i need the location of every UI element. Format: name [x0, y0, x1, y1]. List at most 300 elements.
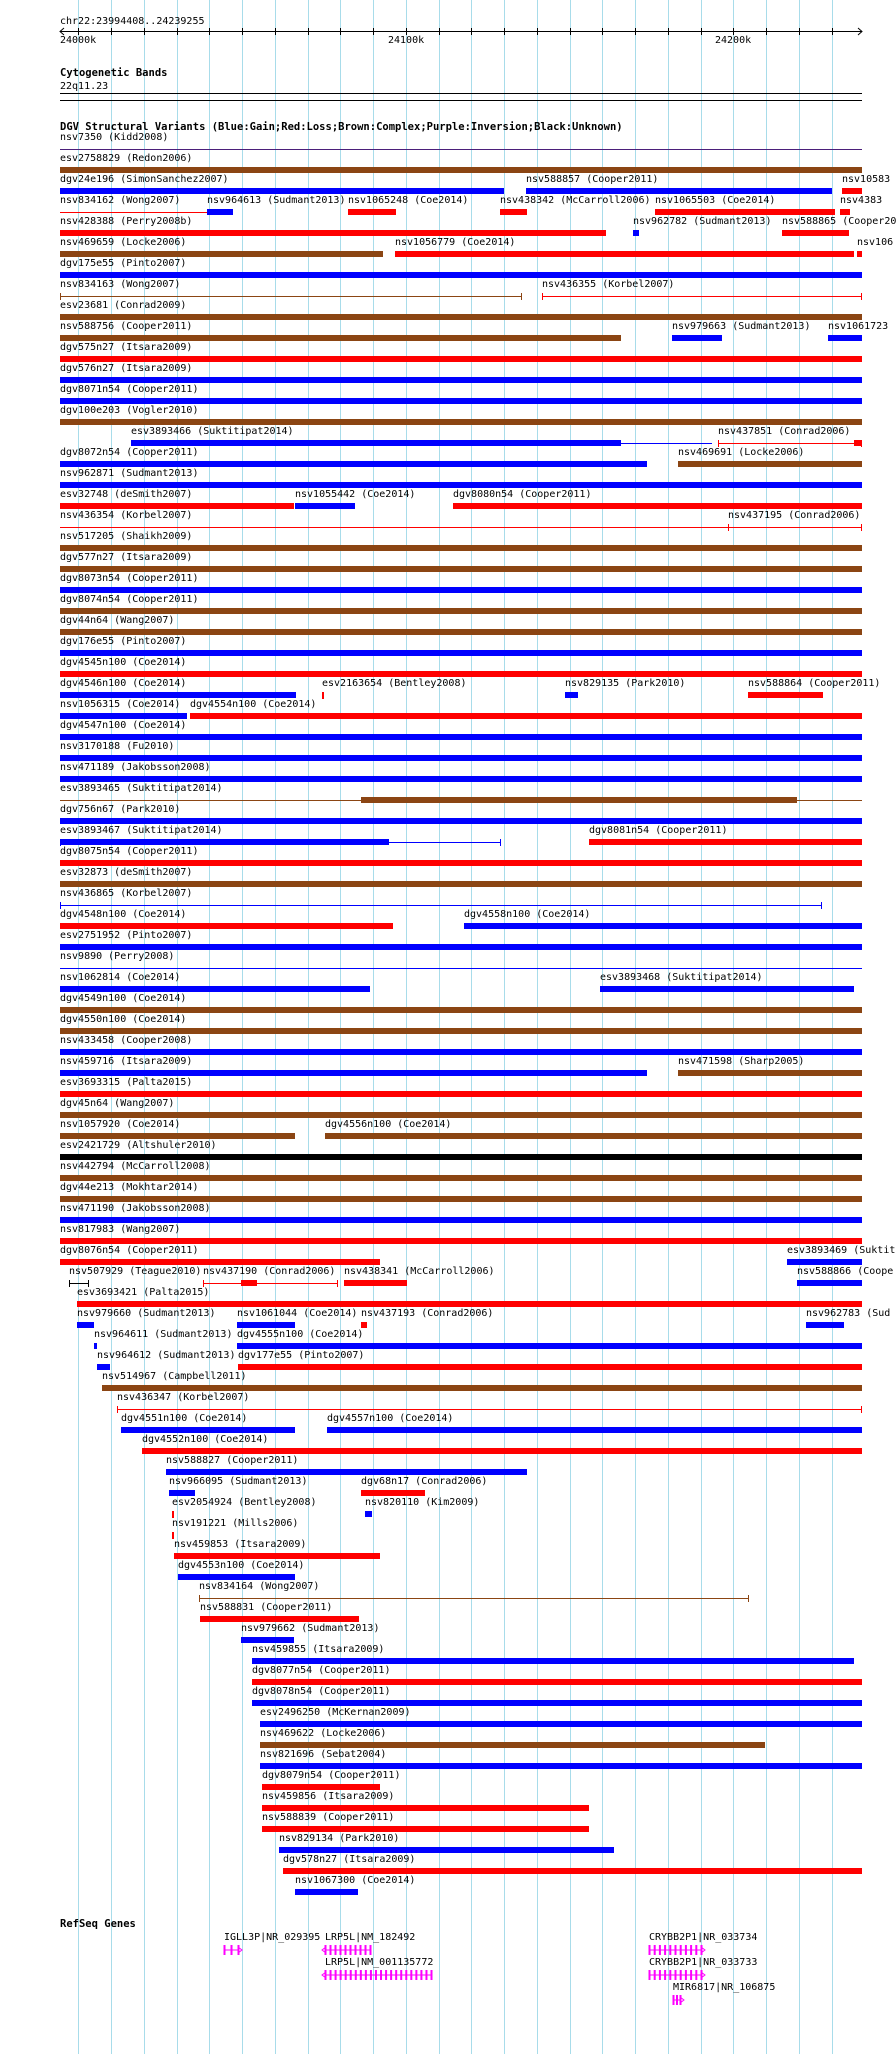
variant-label[interactable]: nsv966095 (Sudmant2013): [169, 1476, 308, 1487]
variant-bar[interactable]: [238, 1364, 862, 1370]
variant-bar[interactable]: [361, 1322, 367, 1328]
variant-end-tick: [323, 692, 324, 699]
variant-label[interactable]: dgv4552n100 (Coe2014): [142, 1434, 269, 1445]
variant-end-tick: [60, 902, 61, 909]
variant-bar[interactable]: [295, 1889, 358, 1895]
variant-bar[interactable]: [60, 482, 862, 488]
variant-bar[interactable]: [60, 1091, 862, 1097]
variant-bar[interactable]: [60, 566, 862, 572]
variant-label[interactable]: nsv507929 (Teague2010): [69, 1266, 202, 1277]
variant-bar[interactable]: [60, 314, 862, 320]
variant-label[interactable]: dgv4557n100 (Coe2014): [327, 1413, 454, 1424]
variant-bar[interactable]: [464, 923, 862, 929]
variant-bar[interactable]: [252, 1658, 854, 1664]
variant-label[interactable]: dgv4558n100 (Coe2014): [464, 909, 591, 920]
variant-label[interactable]: nsv436355 (Korbel2007): [542, 279, 675, 290]
dgv-row: [0, 1266, 894, 1287]
variant-bar[interactable]: [131, 440, 621, 446]
gene-model[interactable]: [322, 1944, 377, 1956]
variant-label[interactable]: dgv4554n100 (Coe2014): [190, 699, 317, 710]
variant-bar[interactable]: [500, 209, 527, 215]
variant-label[interactable]: dgv4551n100 (Coe2014): [121, 1413, 248, 1424]
variant-end-tick: [173, 1532, 174, 1539]
gene-model[interactable]: [322, 1969, 438, 1981]
variant-bar[interactable]: [241, 1280, 257, 1286]
variant-label[interactable]: esv3893465 (Suktitipat2014): [60, 783, 223, 794]
variant-label[interactable]: nsv436347 (Korbel2007): [117, 1392, 250, 1403]
variant-bar[interactable]: [60, 419, 862, 425]
variant-label[interactable]: nsv437195 (Conrad2006): [728, 510, 861, 521]
variant-bar[interactable]: [260, 1742, 765, 1748]
variant-bar[interactable]: [395, 251, 854, 257]
variant-label[interactable]: esv3693421 (Palta2015): [77, 1287, 210, 1298]
variant-label[interactable]: nsv1061044 (Coe2014): [237, 1308, 358, 1319]
variant-label[interactable]: nsv1062814 (Coe2014): [60, 972, 181, 983]
variant-bar[interactable]: [361, 1490, 425, 1496]
variant-label[interactable]: nsv436865 (Korbel2007): [60, 888, 193, 899]
variant-label[interactable]: dgv45n64 (Wang2007): [60, 1098, 175, 1109]
variant-label[interactable]: dgv4549n100 (Coe2014): [60, 993, 187, 1004]
variant-bar[interactable]: [60, 272, 862, 278]
variant-label[interactable]: esv32748 (deSmith2007): [60, 489, 193, 500]
variant-end-tick: [728, 524, 729, 531]
variant-end-tick: [542, 293, 543, 300]
variant-bar[interactable]: [828, 335, 862, 341]
variant-bar[interactable]: [60, 776, 862, 782]
variant-label[interactable]: nsv471598 (Sharp2005): [678, 1056, 805, 1067]
variant-bar[interactable]: [77, 1322, 94, 1328]
variant-bar[interactable]: [166, 1469, 527, 1475]
variant-label[interactable]: nsv459855 (Itsara2009): [252, 1644, 385, 1655]
variant-bar[interactable]: [565, 692, 578, 698]
variant-label[interactable]: nsv428388 (Perry2008b): [60, 216, 193, 227]
variant-bar[interactable]: [797, 1280, 862, 1286]
variant-label[interactable]: nsv1056779 (Coe2014): [395, 237, 516, 248]
gene-label[interactable]: MIR6817|NR_106875: [673, 1982, 776, 1993]
variant-line[interactable]: [60, 905, 822, 906]
variant-bar[interactable]: [60, 1028, 862, 1034]
variant-label[interactable]: nsv9890 (Perry2008): [60, 951, 175, 962]
variant-bar[interactable]: [60, 545, 862, 551]
variant-label[interactable]: nsv829135 (Park2010): [565, 678, 686, 689]
variant-bar[interactable]: [252, 1679, 862, 1685]
variant-label[interactable]: dgv4546n100 (Coe2014): [60, 678, 187, 689]
variant-bar[interactable]: [237, 1343, 862, 1349]
variant-bar[interactable]: [178, 1574, 295, 1580]
variant-bar[interactable]: [207, 209, 233, 215]
variant-label[interactable]: dgv578n27 (Itsara2009): [283, 1854, 416, 1865]
variant-bar[interactable]: [600, 986, 854, 992]
variant-line[interactable]: [69, 1283, 89, 1284]
dgv-row: [0, 1413, 862, 1434]
variant-label[interactable]: nsv588756 (Cooper2011): [60, 321, 193, 332]
variant-label[interactable]: nsv437193 (Conrad2006): [361, 1308, 494, 1319]
dgv-row: [0, 993, 862, 1014]
gene-label[interactable]: IGLL3P|NR_029395: [224, 1932, 321, 1943]
variant-label[interactable]: nsv964612 (Sudmant2013): [97, 1350, 236, 1361]
variant-bar[interactable]: [241, 1637, 294, 1643]
variant-label[interactable]: dgv8076n54 (Cooper2011): [60, 1245, 199, 1256]
dgv-row: [0, 1287, 862, 1308]
variant-label[interactable]: nsv437851 (Conrad2006): [718, 426, 851, 437]
variant-label[interactable]: nsv469622 (Locke2006): [260, 1728, 387, 1739]
variant-end-tick: [861, 293, 862, 300]
variant-label[interactable]: nsv471189 (Jakobsson2008): [60, 762, 211, 773]
variant-bar[interactable]: [589, 839, 862, 845]
variant-label[interactable]: dgv8072n54 (Cooper2011): [60, 447, 199, 458]
dgv-row: [0, 468, 862, 489]
variant-label[interactable]: esv32873 (deSmith2007): [60, 867, 193, 878]
variant-label[interactable]: dgv177e55 (Pinto2007): [238, 1350, 365, 1361]
variant-label[interactable]: nsv3170188 (Fu2010): [60, 741, 175, 752]
dgv-row: [0, 594, 862, 615]
variant-label[interactable]: esv2421729 (Altshuler2010): [60, 1140, 217, 1151]
variant-line[interactable]: [117, 1409, 862, 1410]
variant-bar[interactable]: [262, 1805, 589, 1811]
variant-bar[interactable]: [857, 251, 862, 257]
variant-label[interactable]: nsv1065248 (Coe2014): [348, 195, 469, 206]
variant-bar[interactable]: [325, 1133, 862, 1139]
variant-label[interactable]: nsv588865 (Cooper20: [782, 216, 896, 227]
variant-label[interactable]: nsv438341 (McCarroll2006): [344, 1266, 495, 1277]
gene-model[interactable]: [646, 1944, 708, 1956]
variant-label[interactable]: nsv4383: [840, 195, 883, 206]
dgv-row: [0, 552, 862, 573]
variant-line[interactable]: [718, 443, 862, 444]
variant-label[interactable]: nsv106: [857, 237, 894, 248]
variant-bar[interactable]: [787, 1259, 862, 1265]
variant-bar[interactable]: [262, 1826, 589, 1832]
gene-model[interactable]: [670, 1994, 687, 2006]
variant-label[interactable]: dgv68n17 (Conrad2006): [361, 1476, 488, 1487]
variant-bar[interactable]: [77, 1301, 862, 1307]
variant-bar[interactable]: [60, 188, 504, 194]
variant-bar[interactable]: [327, 1427, 862, 1433]
variant-bar[interactable]: [60, 629, 862, 635]
variant-label[interactable]: nsv1065503 (Coe2014): [655, 195, 776, 206]
variant-bar[interactable]: [60, 734, 862, 740]
dgv-row: [0, 174, 891, 195]
dgv-row: [0, 1098, 862, 1119]
variant-label[interactable]: dgv44n64 (Wang2007): [60, 615, 175, 626]
variant-label[interactable]: nsv1055442 (Coe2014): [295, 489, 416, 500]
variant-bar[interactable]: [672, 335, 722, 341]
variant-bar[interactable]: [348, 209, 396, 215]
variant-label[interactable]: dgv4556n100 (Coe2014): [325, 1119, 452, 1130]
variant-bar[interactable]: [60, 944, 862, 950]
variant-bar[interactable]: [60, 1154, 862, 1160]
variant-bar[interactable]: [60, 1070, 647, 1076]
variant-label[interactable]: dgv756n67 (Park2010): [60, 804, 181, 815]
variant-bar[interactable]: [748, 692, 823, 698]
variant-label[interactable]: dgv8078n54 (Cooper2011): [252, 1686, 391, 1697]
variant-label[interactable]: nsv459856 (Itsara2009): [262, 1791, 395, 1802]
dgv-row: [0, 1182, 862, 1203]
variant-bar[interactable]: [60, 587, 862, 593]
variant-bar[interactable]: [60, 1196, 862, 1202]
variant-bar[interactable]: [365, 1511, 372, 1517]
variant-line[interactable]: [542, 296, 862, 297]
variant-line[interactable]: [199, 1598, 749, 1599]
variant-bar[interactable]: [840, 209, 850, 215]
variant-bar[interactable]: [60, 650, 862, 656]
variant-bar[interactable]: [806, 1322, 844, 1328]
variant-label[interactable]: nsv459716 (Itsara2009): [60, 1056, 193, 1067]
variant-label[interactable]: nsv964611 (Sudmant2013): [94, 1329, 233, 1340]
variant-label[interactable]: nsv514967 (Campbell2011): [102, 1371, 247, 1382]
variant-label[interactable]: nsv834162 (Wong2007): [60, 195, 181, 206]
variant-bar[interactable]: [60, 1049, 862, 1055]
variant-label[interactable]: dgv575n27 (Itsara2009): [60, 342, 193, 353]
variant-bar[interactable]: [60, 1217, 862, 1223]
variant-bar[interactable]: [200, 1616, 359, 1622]
axis-tick-label: 24000k: [60, 35, 97, 46]
variant-bar[interactable]: [60, 881, 862, 887]
variant-label[interactable]: nsv1056315 (Coe2014): [60, 699, 181, 710]
variant-label[interactable]: nsv588866 (Coope: [797, 1266, 894, 1277]
variant-label[interactable]: esv2496250 (McKernan2009): [260, 1707, 411, 1718]
dgv-row: [0, 363, 862, 384]
variant-bar[interactable]: [60, 167, 862, 173]
variant-line[interactable]: [60, 968, 862, 969]
variant-label[interactable]: dgv4553n100 (Coe2014): [178, 1560, 305, 1571]
variant-bar[interactable]: [678, 461, 862, 467]
gene-model[interactable]: [646, 1969, 708, 1981]
variant-label[interactable]: esv2054924 (Bentley2008): [172, 1497, 317, 1508]
dgv-row: [0, 1833, 862, 1854]
variant-label[interactable]: nsv979662 (Sudmant2013): [241, 1623, 380, 1634]
dgv-row: [0, 783, 862, 804]
variant-label[interactable]: nsv1057920 (Coe2014): [60, 1119, 181, 1130]
variant-bar[interactable]: [60, 713, 187, 719]
variant-label[interactable]: nsv962782 (Sudmant2013): [633, 216, 772, 227]
variant-label[interactable]: esv2758829 (Redon2006): [60, 153, 193, 164]
variant-bar[interactable]: [361, 797, 797, 803]
variant-label[interactable]: nsv1067300 (Coe2014): [295, 1875, 416, 1886]
variant-label[interactable]: nsv820110 (Kim2009): [365, 1497, 480, 1508]
variant-bar[interactable]: [60, 818, 862, 824]
dgv-row: [0, 279, 862, 300]
variant-bar[interactable]: [60, 923, 393, 929]
variant-bar[interactable]: [60, 335, 621, 341]
gene-label[interactable]: LRP5L|NM_182492: [325, 1932, 416, 1943]
variant-bar[interactable]: [121, 1427, 295, 1433]
variant-bar[interactable]: [782, 230, 849, 236]
variant-bar[interactable]: [854, 440, 862, 446]
variant-line[interactable]: [60, 149, 862, 150]
variant-label[interactable]: nsv1061723: [828, 321, 889, 332]
variant-label[interactable]: esv3893467 (Suktitipat2014): [60, 825, 223, 836]
variant-label[interactable]: nsv437190 (Conrad2006): [203, 1266, 336, 1277]
variant-label[interactable]: dgv577n27 (Itsara2009): [60, 552, 193, 563]
variant-line[interactable]: [728, 527, 862, 528]
dgv-row: [0, 1560, 862, 1581]
dgv-row: [0, 1728, 862, 1749]
dgv-row: [0, 741, 862, 762]
gene-label[interactable]: CRYBB2P1|NR_033734: [649, 1932, 758, 1943]
variant-bar[interactable]: [633, 230, 639, 236]
cytoband-label[interactable]: 22q11.23: [60, 81, 109, 92]
variant-bar[interactable]: [453, 503, 862, 509]
variant-label[interactable]: nsv821696 (Sebat2004): [260, 1749, 387, 1760]
variant-bar[interactable]: [678, 1070, 862, 1076]
dgv-row: [0, 1539, 862, 1560]
variant-bar[interactable]: [190, 713, 862, 719]
variant-label[interactable]: dgv4548n100 (Coe2014): [60, 909, 187, 920]
variant-bar[interactable]: [60, 1133, 295, 1139]
dgv-row: [0, 951, 862, 972]
variant-bar[interactable]: [60, 839, 389, 845]
variant-label[interactable]: nsv834163 (Wong2007): [60, 279, 181, 290]
variant-bar[interactable]: [142, 1448, 862, 1454]
dgv-row: [0, 216, 896, 237]
variant-label[interactable]: nsv469691 (Locke2006): [678, 447, 805, 458]
variant-label[interactable]: esv3893469 (Suktit: [787, 1245, 896, 1256]
variant-bar[interactable]: [60, 986, 370, 992]
dgv-row: [0, 804, 862, 825]
variant-bar[interactable]: [295, 503, 355, 509]
variant-label[interactable]: nsv964613 (Sudmant2013): [207, 195, 346, 206]
variant-bar[interactable]: [60, 356, 862, 362]
variant-label[interactable]: nsv191221 (Mills2006): [172, 1518, 299, 1529]
variant-label[interactable]: nsv962871 (Sudmant2013): [60, 468, 199, 479]
variant-bar[interactable]: [526, 188, 832, 194]
gene-label[interactable]: CRYBB2P1|NR_033733: [649, 1957, 758, 1968]
variant-end-tick: [861, 524, 862, 531]
variant-bar[interactable]: [60, 671, 862, 677]
variant-label[interactable]: nsv7350 (Kidd2008): [60, 132, 169, 143]
dgv-row: [0, 1686, 862, 1707]
variant-bar[interactable]: [252, 1700, 862, 1706]
variant-bar[interactable]: [279, 1847, 614, 1853]
variant-label[interactable]: nsv459853 (Itsara2009): [174, 1539, 307, 1550]
variant-label[interactable]: nsv979663 (Sudmant2013): [672, 321, 811, 332]
variant-label[interactable]: dgv8079n54 (Cooper2011): [262, 1770, 401, 1781]
dgv-row: [0, 678, 881, 699]
variant-label[interactable]: dgv100e203 (Vogler2010): [60, 405, 199, 416]
variant-line[interactable]: [60, 296, 522, 297]
variant-label[interactable]: dgv24e196 (SimonSanchez2007): [60, 174, 229, 185]
variant-label[interactable]: nsv588827 (Cooper2011): [166, 1455, 299, 1466]
variant-label[interactable]: dgv4547n100 (Coe2014): [60, 720, 187, 731]
variant-label[interactable]: nsv829134 (Park2010): [279, 1833, 400, 1844]
variant-line[interactable]: [60, 212, 207, 213]
variant-bar[interactable]: [60, 230, 606, 236]
variant-bar[interactable]: [60, 1112, 862, 1118]
variant-bar[interactable]: [169, 1490, 195, 1496]
variant-label[interactable]: dgv44e213 (Mokhtar2014): [60, 1182, 199, 1193]
variant-bar[interactable]: [262, 1784, 380, 1790]
variant-bar[interactable]: [60, 461, 647, 467]
variant-label[interactable]: dgv4550n100 (Coe2014): [60, 1014, 187, 1025]
variant-label[interactable]: dgv8077n54 (Cooper2011): [252, 1665, 391, 1676]
dgv-row: [0, 867, 862, 888]
variant-bar[interactable]: [237, 1322, 295, 1328]
variant-label[interactable]: nsv442794 (McCarroll2008): [60, 1161, 211, 1172]
variant-bar[interactable]: [60, 692, 296, 698]
variant-label[interactable]: esv2163654 (Bentley2008): [322, 678, 467, 689]
dgv-row: [0, 1035, 862, 1056]
variant-label[interactable]: nsv433458 (Cooper2008): [60, 1035, 193, 1046]
variant-label[interactable]: nsv10583: [842, 174, 891, 185]
variant-label[interactable]: nsv438342 (McCarroll2006): [500, 195, 651, 206]
variant-label[interactable]: nsv471190 (Jakobsson2008): [60, 1203, 211, 1214]
variant-bar[interactable]: [94, 1343, 97, 1349]
variant-label[interactable]: dgv8071n54 (Cooper2011): [60, 384, 199, 395]
variant-label[interactable]: dgv175e55 (Pinto2007): [60, 258, 187, 269]
variant-bar[interactable]: [174, 1553, 380, 1559]
variant-label[interactable]: nsv517205 (Shaikh2009): [60, 531, 193, 542]
variant-bar[interactable]: [842, 188, 862, 194]
variant-bar[interactable]: [102, 1385, 862, 1391]
variant-end-tick: [199, 1595, 200, 1602]
variant-label[interactable]: nsv588857 (Cooper2011): [526, 174, 659, 185]
dgv-row: [0, 1791, 862, 1812]
dgv-row: [0, 1224, 862, 1245]
variant-label[interactable]: dgv8080n54 (Cooper2011): [453, 489, 592, 500]
dgv-row: [0, 1665, 862, 1686]
variant-bar[interactable]: [60, 608, 862, 614]
dgv-row: [0, 1056, 862, 1077]
variant-bar[interactable]: [260, 1721, 862, 1727]
variant-bar[interactable]: [60, 1007, 862, 1013]
variant-bar[interactable]: [60, 503, 294, 509]
dgv-row: [0, 153, 862, 174]
variant-label[interactable]: nsv436354 (Korbel2007): [60, 510, 193, 521]
variant-label[interactable]: dgv8075n54 (Cooper2011): [60, 846, 199, 857]
variant-label[interactable]: nsv588839 (Cooper2011): [262, 1812, 395, 1823]
variant-label[interactable]: dgv576n27 (Itsara2009): [60, 363, 193, 374]
variant-bar[interactable]: [655, 209, 835, 215]
variant-bar[interactable]: [344, 1280, 407, 1286]
variant-label[interactable]: esv3893468 (Suktitipat2014): [600, 972, 763, 983]
variant-label[interactable]: nsv588831 (Cooper2011): [200, 1602, 333, 1613]
variant-label[interactable]: dgv4555n100 (Coe2014): [237, 1329, 364, 1340]
variant-label[interactable]: esv23681 (Conrad2009): [60, 300, 187, 311]
variant-bar[interactable]: [60, 860, 862, 866]
variant-label[interactable]: dgv4545n100 (Coe2014): [60, 657, 187, 668]
variant-bar[interactable]: [60, 1259, 380, 1265]
variant-bar[interactable]: [60, 1238, 862, 1244]
variant-bar[interactable]: [60, 1175, 862, 1181]
variant-line[interactable]: [203, 1283, 338, 1284]
gene-label[interactable]: LRP5L|NM_001135772: [325, 1957, 434, 1968]
variant-bar[interactable]: [283, 1868, 862, 1874]
variant-label[interactable]: dgv176e55 (Pinto2007): [60, 636, 187, 647]
variant-label[interactable]: nsv588864 (Cooper2011): [748, 678, 881, 689]
variant-label[interactable]: dgv8074n54 (Cooper2011): [60, 594, 199, 605]
variant-bar[interactable]: [60, 377, 862, 383]
variant-bar[interactable]: [60, 755, 862, 761]
variant-label[interactable]: esv3893466 (Suktitipat2014): [131, 426, 294, 437]
variant-label[interactable]: nsv469659 (Locke2006): [60, 237, 187, 248]
variant-bar[interactable]: [260, 1763, 862, 1769]
variant-bar[interactable]: [97, 1364, 110, 1370]
variant-end-tick: [173, 1511, 174, 1518]
dgv-row: [0, 258, 862, 279]
variant-label[interactable]: dgv8081n54 (Cooper2011): [589, 825, 728, 836]
variant-bar[interactable]: [60, 251, 383, 257]
variant-label[interactable]: esv2751952 (Pinto2007): [60, 930, 193, 941]
gene-model[interactable]: [221, 1944, 245, 1956]
variant-label[interactable]: nsv817983 (Wang2007): [60, 1224, 181, 1235]
variant-label[interactable]: nsv834164 (Wong2007): [199, 1581, 320, 1592]
variant-label[interactable]: dgv8073n54 (Cooper2011): [60, 573, 199, 584]
variant-bar[interactable]: [60, 398, 862, 404]
variant-label[interactable]: nsv962783 (Sud: [806, 1308, 891, 1319]
variant-label[interactable]: esv3693315 (Palta2015): [60, 1077, 193, 1088]
variant-label[interactable]: nsv979660 (Sudmant2013): [77, 1308, 216, 1319]
